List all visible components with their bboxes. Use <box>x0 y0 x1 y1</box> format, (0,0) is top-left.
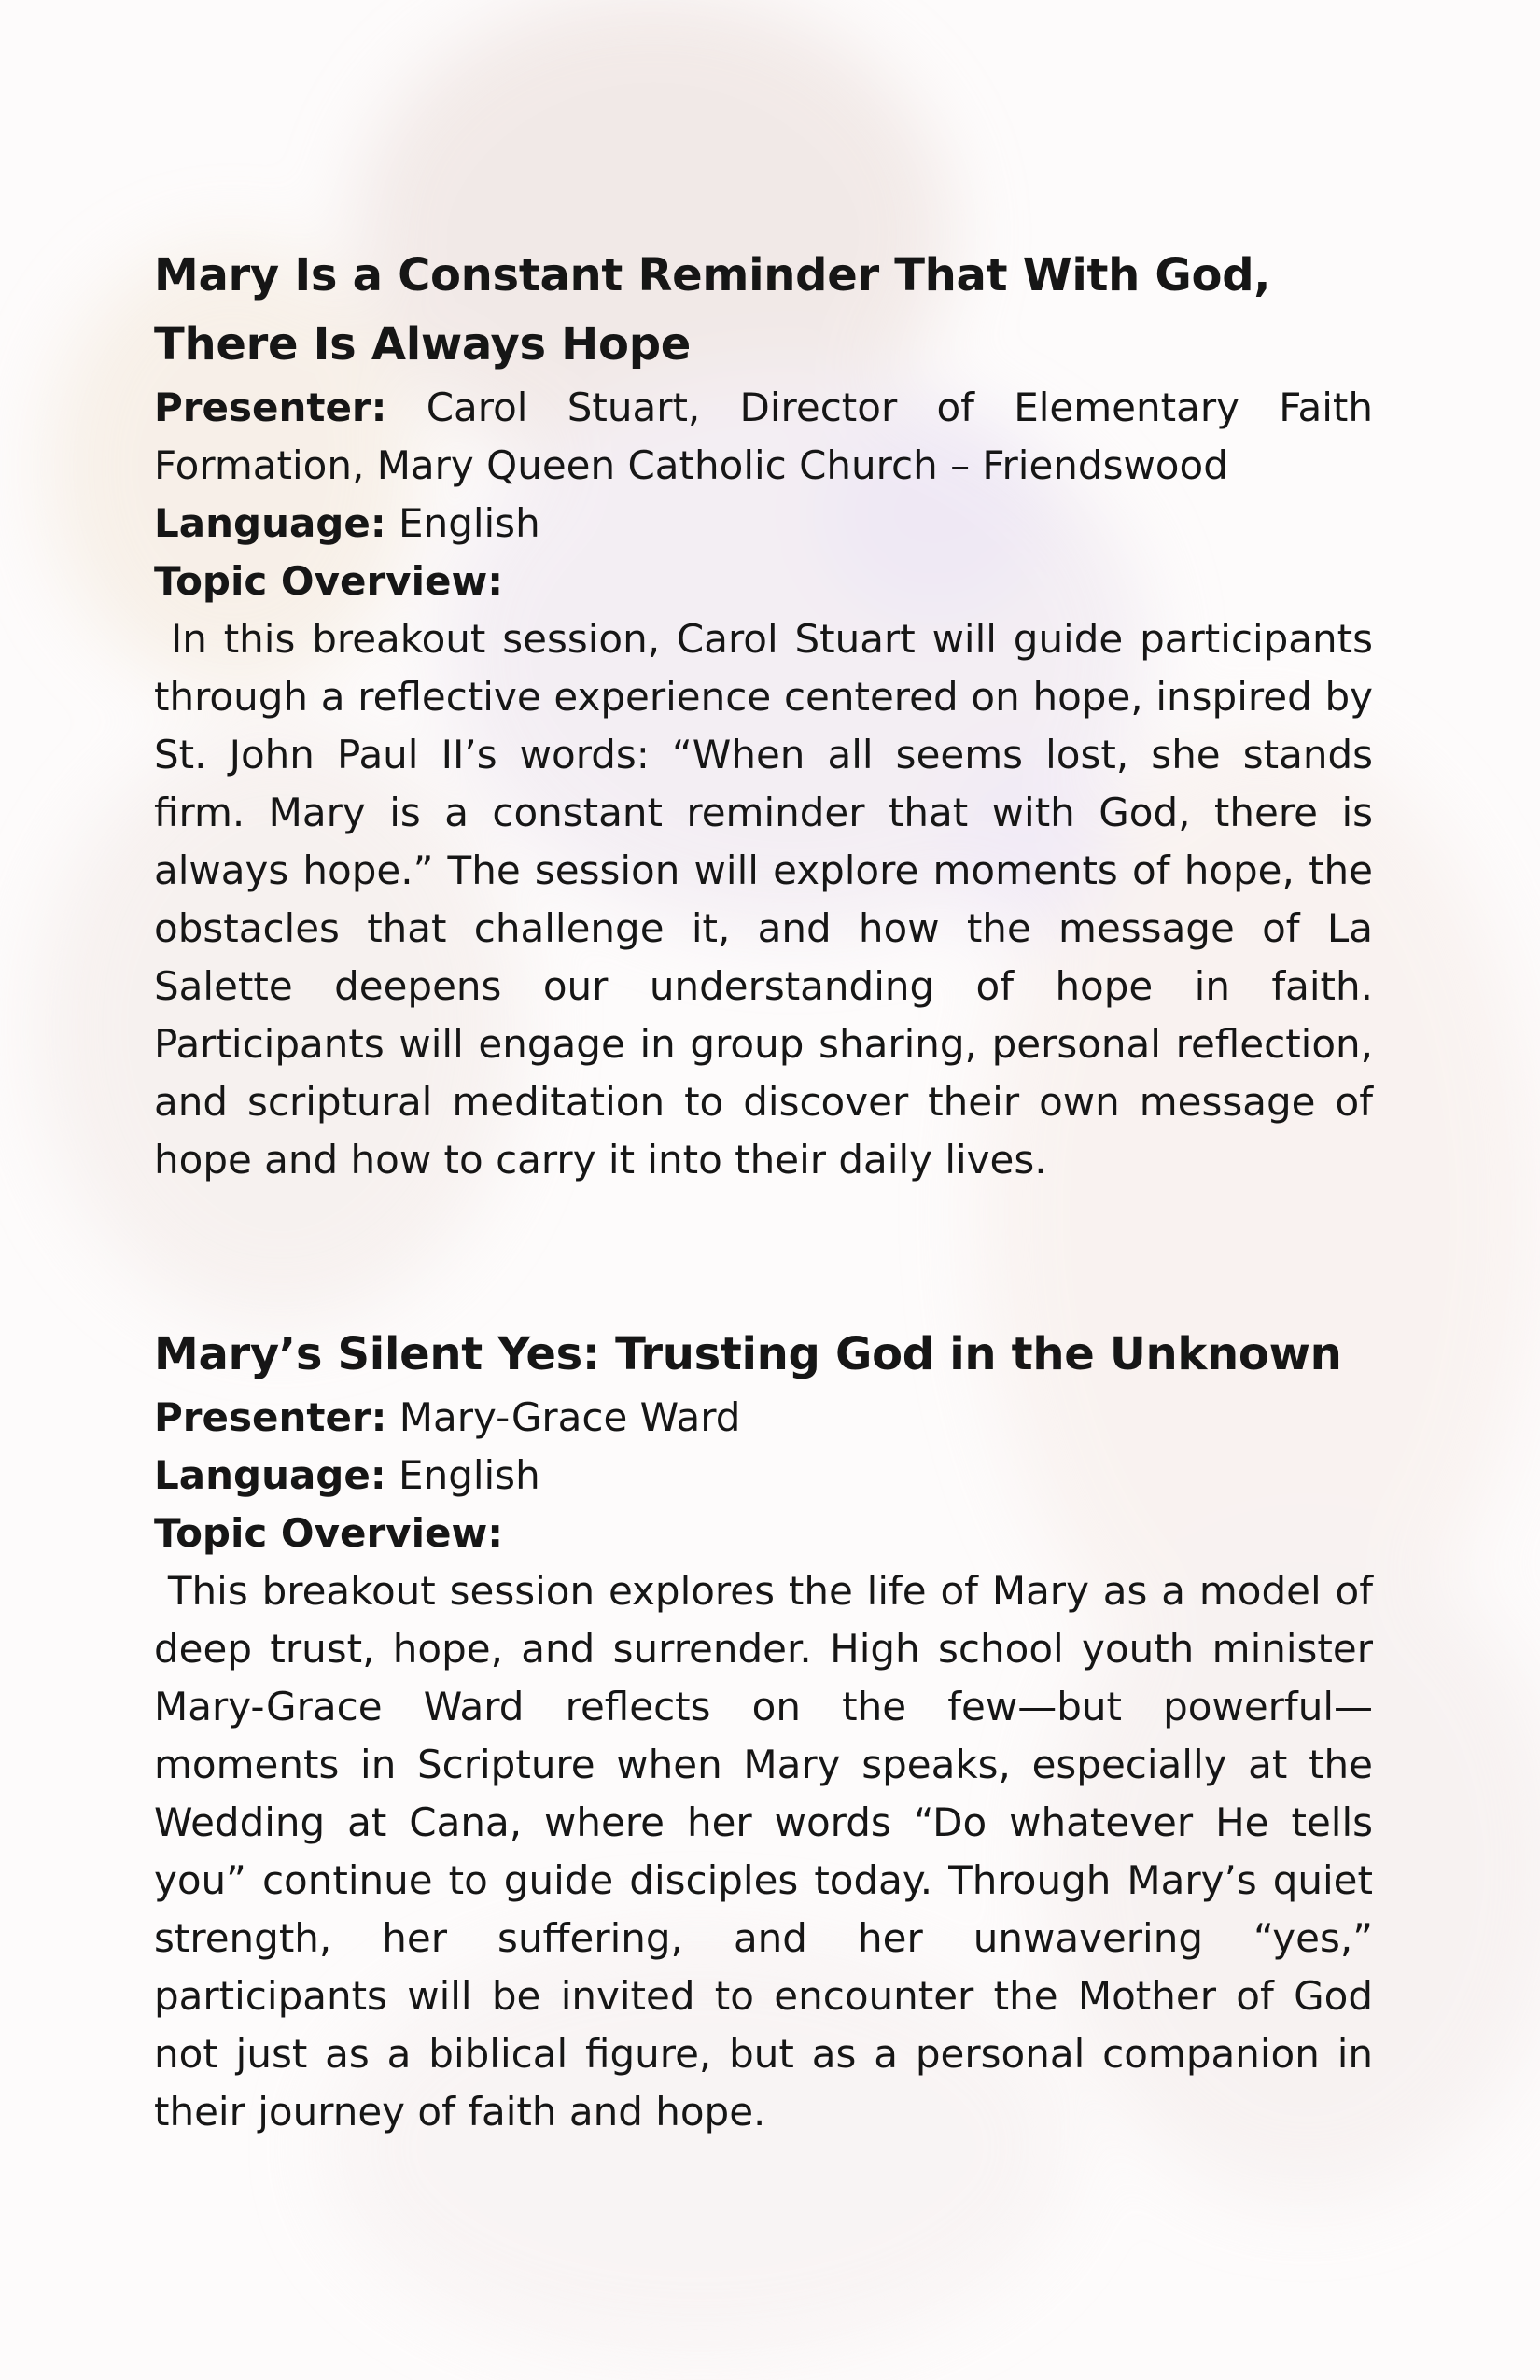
session-2 <box>154 1320 1373 2141</box>
session-1 <box>154 241 1373 1189</box>
presenter-label: Presenter: <box>154 385 387 430</box>
presenter-label: Presenter: <box>154 1394 387 1440</box>
session-1-title <box>154 241 1373 379</box>
section-gap <box>154 1189 1373 1320</box>
session-1-overview-text: In this breakout session, Carol Stuart will guide participants through a reflective experience centered on hope, inspired by St. John Paul II’s words: “When all seems lost, she stands firm. Mary is a constant reminder that with God, there is always hope.” The session will explore moments of hope, the obstacles that challenge it, and how the message of La Salette deepens our understanding of hope in faith. Participants will engage in group sharing, personal reflection, and scriptural meditation to discover their own message of hope and how to carry it into their daily lives. <box>154 616 1374 1183</box>
document-body <box>154 241 1373 2141</box>
session-2-title: Mary’s Silent Yes: Trusting God in the Unknown <box>154 1328 1342 1380</box>
session-2-overview-label: Topic Overview: <box>154 1510 504 1556</box>
language-label: Language: <box>154 500 386 546</box>
session-2-language <box>154 1447 1373 1505</box>
language-value: English <box>399 1452 540 1498</box>
presenter-value: Mary-Grace Ward <box>399 1394 741 1440</box>
session-1-presenter <box>154 379 1373 495</box>
presenter-value: Carol Stuart, Director of Elementary Faith Formation, Mary Queen Catholic Church – Friendswood <box>154 385 1373 488</box>
language-label: Language: <box>154 1452 386 1498</box>
session-1-overview-label: Topic Overview: <box>154 558 504 604</box>
session-2-presenter <box>154 1389 1373 1447</box>
session-1-language <box>154 495 1373 553</box>
session-1-title-line-1: Mary Is a Constant Reminder That With God, <box>154 249 1271 301</box>
language-value: English <box>399 500 540 546</box>
session-2-overview-text: This breakout session explores the life of Mary as a model of deep trust, hope, and surrender. High school youth minister Mary-Grace Ward reflects on the few—but powerful—moments in Scripture when Mary speaks, especially at the Wedding at Cana, where her words “Do whatever He tells you” continue to guide disciples today. Through Mary’s quiet strength, her suffering, and her unwavering “yes,” participants will be invited to encounter the Mother of God not just as a biblical figure, but as a personal companion in their journey of faith and hope. <box>154 1568 1373 2135</box>
session-1-title-line-2: There Is Always Hope <box>154 318 692 371</box>
